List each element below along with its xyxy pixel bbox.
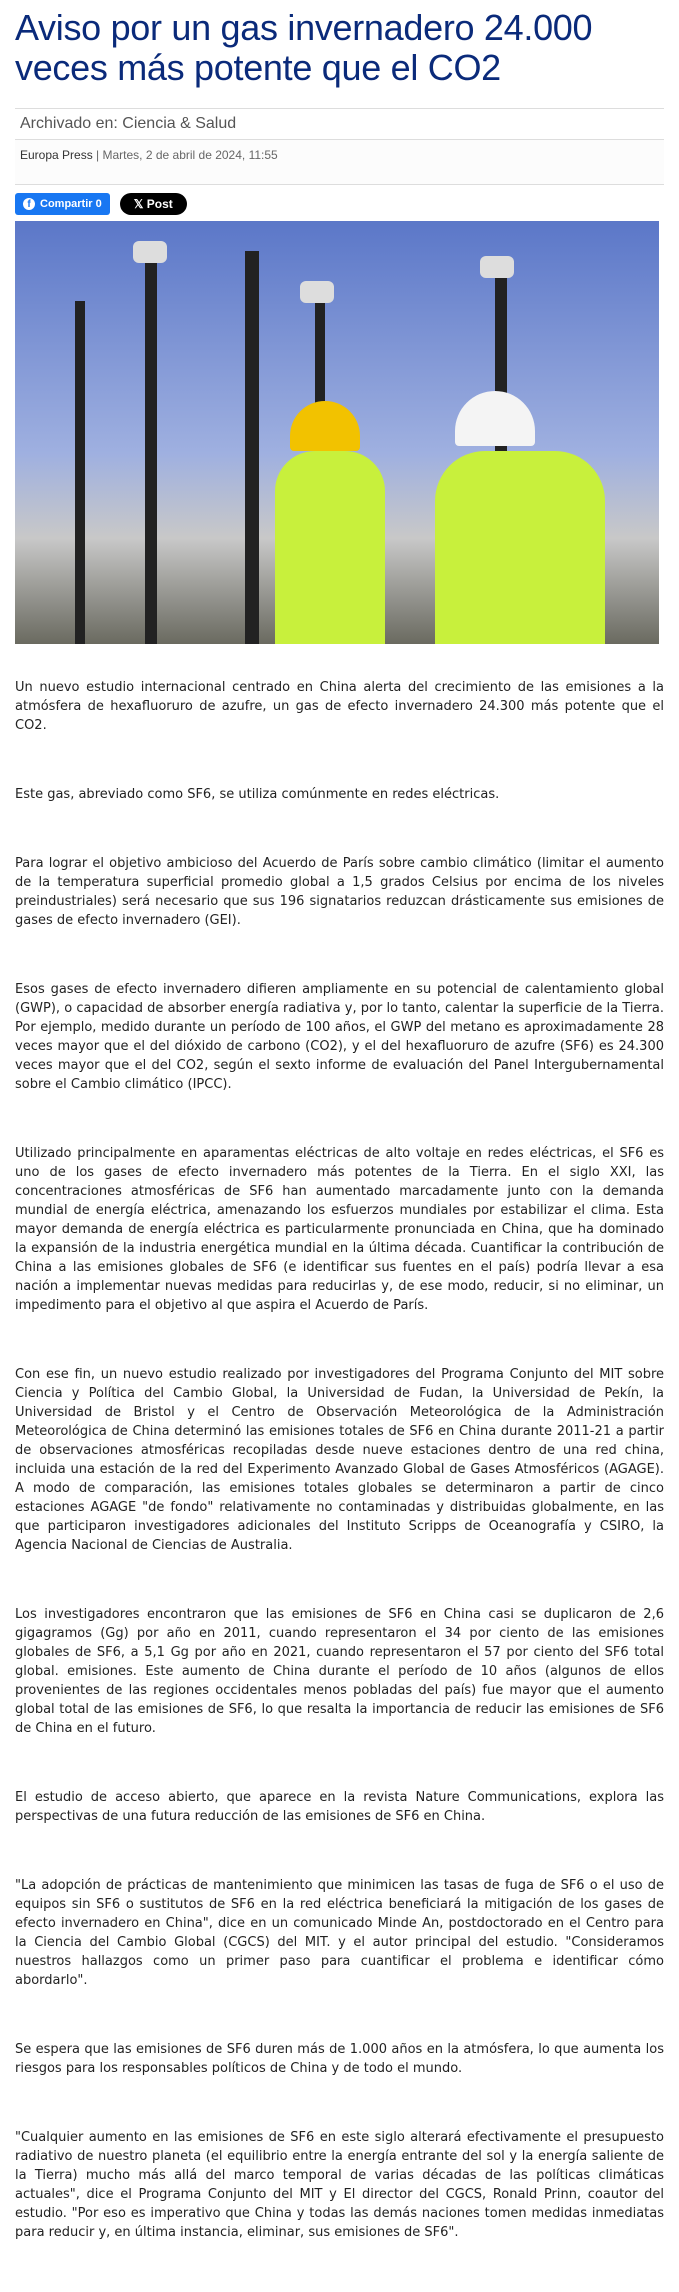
source: Europa Press [20, 148, 93, 162]
paragraph: Un nuevo estudio internacional centrado en China alerta del crecimiento de las emisiones a la atmósfera de hexafluoruro de azufre, un gas de efecto invernadero 24.300 más potente que el CO2. [15, 680, 664, 733]
paragraph: Con ese fin, un nuevo estudio realizado por investigadores del Programa Conjunto del MIT sobre Ciencia y Política del Cambio Global, la Universidad de Fudan, la Universidad de Pekín, la Universidad de Bristol y el Centro de Observación Meteorológica de la Administración Meteorológica de China determinó las emisiones totales de SF6 en China durante 2011-21 a partir de observaciones atmosféricas recopiladas desde nueve estaciones dentro de una red china, incluida una estación de la red del Experimento Avanzado Global de Gases Atmosféricos (AGAGE). A modo de comparación, las emisiones totales globales se determinaron a partir de cinco estaciones AGAGE "de fondo" relativamente no contaminadas y distribuidas globalmente, en las que participaron investigadores adicionales del Instituto Scripps de Oceanografía y CSIRO, la Agencia Nacional de Ciencias de Australia. [15, 1367, 664, 1553]
paragraph: Se espera que las emisiones de SF6 duren más de 1.000 años en la atmósfera, lo que aumenta los riesgos para los responsables políticos de China y de todo el mundo. [15, 2042, 664, 2076]
x-post-label: Post [146, 197, 173, 211]
paragraph: El estudio de acceso abierto, que aparece en la revista Nature Communications, explora las perspectivas de una futura reducción de las emisiones de SF6 en China. [15, 1790, 664, 1824]
paragraph: Esos gases de efecto invernadero difieren ampliamente en su potencial de calentamiento global (GWP), o capacidad de absorber energía radiativa y, por lo tanto, calentar la superficie de la Tierra. Por ejemplo, medido durante un período de 100 años, el GWP del metano es aproximadamente 28 veces mayor que el del dióxido de carbono (CO2), y el del hexafluoruro de azufre (SF6) es 24.300 veces mayor que el del CO2, según el sexto informe de evaluación del Panel Intergubernamental sobre el Cambio climático (IPCC). [15, 982, 664, 1092]
paragraph: "Cualquier aumento en las emisiones de SF6 en este siglo alterará efectivamente el presupuesto radiativo de nuestro planeta (el equilibrio entre la energía entrante del sol y la energía saliente de la Tierra) mucho más allá del marco temporal de varias décadas de las políticas climáticas actuales", dice el Programa Conjunto del MIT y El director del CGCS, Ronald Prinn, coautor del estudio. "Por eso es imperativo que China y todas las demás naciones tomen medidas inmediatas para reducir y, en última instancia, eliminar, sus emisiones de SF6". [15, 2130, 664, 2240]
facebook-icon: f [23, 198, 35, 210]
date: | Martes, 2 de abril de 2024, 11:55 [92, 148, 278, 162]
byline [15, 140, 664, 185]
share-bar [15, 193, 664, 215]
article-photo [15, 221, 659, 644]
x-post-button[interactable] [120, 193, 187, 215]
page-title: Aviso por un gas invernadero 24.000 veces más potente que el CO2 [15, 7, 593, 88]
paragraph: Los investigadores encontraron que las emisiones de SF6 en China casi se duplicaron de 2,6 gigagramos (Gg) por año en 2011, cuando representaron el 34 por ciento de las emisiones globales de SF6, a 5,1 Gg por año en 2021, cuando representaron el 57 por ciento del SF6 total global. emisiones. Este aumento de China durante el período de 10 años (algunos de ellos provenientes de las regiones occidentales menos pobladas del país) fue mayor que el aumento global total de las emisiones de SF6, lo que resalta la importancia de reducir las emisiones de SF6 de China en el futuro. [15, 1607, 664, 1736]
paragraph: Utilizado principalmente en aparamentas eléctricas de alto voltaje en redes eléctricas, el SF6 es uno de los gases de efecto invernadero más potentes de la Tierra. En el siglo XXI, las concentraciones atmosféricas de SF6 han aumentado marcadamente junto con la demanda mundial de energía eléctrica, amenazando los esfuerzos mundiales por estabilizar el clima. Esta mayor demanda de energía eléctrica es particularmente pronunciada en China, que ha dominado la expansión de la industria energética mundial en la última década. Cuantificar la contribución de China a las emisiones globales de SF6 (e identificar sus fuentes en el país) podría llevar a esa nación a implementar nuevas medidas para reducirlas y, de ese modo, reducir, si no eliminar, un impedimento para el objetivo al que aspira el Acuerdo de París. [15, 1146, 664, 1313]
paragraph: Este gas, abreviado como SF6, se utiliza comúnmente en redes eléctricas. [15, 787, 500, 802]
article-body [15, 678, 664, 2242]
x-icon: 𝕏 [133, 197, 147, 211]
archived-category[interactable]: Archivado en: Ciencia & Salud [15, 108, 664, 140]
paragraph: Para lograr el objetivo ambicioso del Acuerdo de París sobre cambio climático (limitar el aumento de la temperatura superficial promedio global a 1,5 grados Celsius por encima de los niveles preindustriales) será necesario que sus 196 signatarios reduzcan drásticamente sus emisiones de gases de efecto invernadero (GEI). [15, 856, 664, 928]
facebook-share-button[interactable] [15, 193, 110, 215]
paragraph: "La adopción de prácticas de mantenimiento que minimicen las tasas de fuga de SF6 o el uso de equipos sin SF6 o sustitutos de SF6 en la red eléctrica beneficiará la mitigación de los gases de efecto invernadero en China", dice en un comunicado Minde An, postdoctorado en el Centro para la Ciencia del Cambio Global (CGCS) del MIT. y el autor principal del estudio. "Consideramos nuestros hallazgos como un primer paso para cuantificar el problema e identificar cómo abordarlo". [15, 1878, 664, 1988]
facebook-share-label: Compartir 0 [40, 198, 102, 210]
